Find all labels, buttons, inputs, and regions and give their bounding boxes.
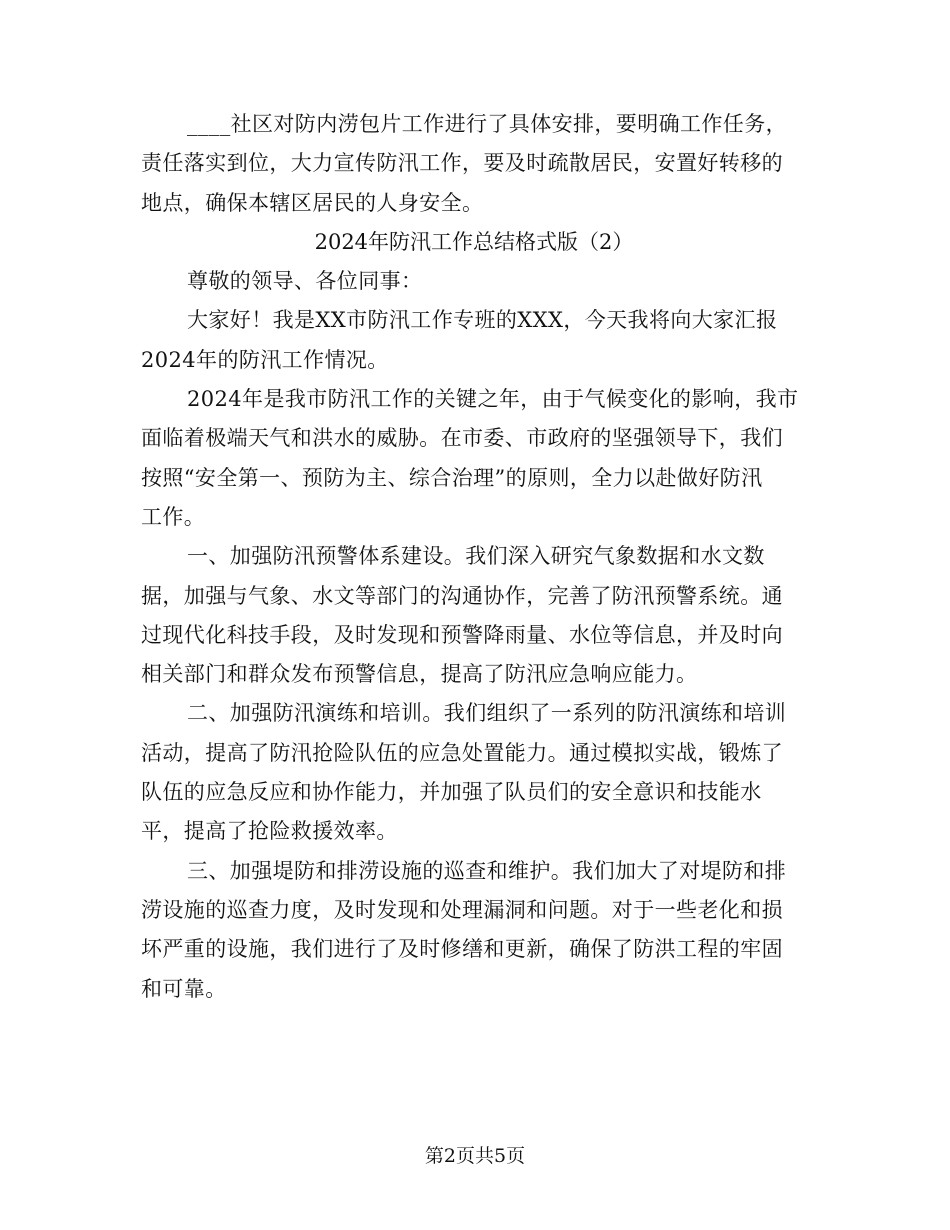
paragraph-3 (141, 537, 807, 694)
paragraph-line: 相关部门和群众发布预警信息，提高了防汛应急响应能力。 (141, 662, 698, 687)
paragraph-line: 过现代化科技手段，及时发现和预警降雨量、水位等信息，并及时向 (141, 622, 783, 647)
paragraph-2 (141, 380, 807, 537)
paragraph-line: 工作。 (141, 504, 206, 529)
paragraph-line: 地点，确保本辖区居民的人身安全。 (141, 190, 484, 215)
paragraph-line: 活动，提高了防汛抢险队伍的应急处置能力。通过模拟实战，锻炼了 (141, 740, 783, 765)
paragraph-line: 和可靠。 (141, 976, 227, 1001)
paragraph-1 (141, 301, 807, 380)
document-body (141, 105, 807, 1009)
paragraph-line: 三、加强堤防和排涝设施的巡查和维护。我们加大了对堤防和排 (187, 858, 787, 883)
paragraph-line: 2024年是我市防汛工作的关键之年，由于气候变化的影响，我市 (187, 387, 799, 412)
paragraph-5 (141, 852, 807, 1009)
page-number-footer: 第2页共5页 (424, 1145, 526, 1167)
paragraph-line: 责任落实到位，大力宣传防汛工作，要及时疏散居民，安置好转移的 (141, 151, 783, 176)
paragraph-line: 二、加强防汛演练和培训。我们组织了一系列的防汛演练和培训 (187, 701, 787, 726)
section-title: 2024年防汛工作总结格式版（2） (314, 229, 634, 254)
paragraph-line: 据，加强与气象、水文等部门的沟通协作，完善了防汛预警系统。通 (141, 583, 783, 608)
paragraph-line: 平，提高了抢险救援效率。 (141, 819, 398, 844)
paragraph-line: 2024年的防汛工作情况。 (141, 347, 389, 372)
paragraph-line: 按照“安全第一、预防为主、综合治理”的原则，全力以赴做好防汛 (141, 465, 763, 490)
paragraph-line: 坏严重的设施，我们进行了及时修缮和更新，确保了防洪工程的牢固 (141, 937, 783, 962)
paragraph-line: 队伍的应急反应和协作能力，并加强了队员们的安全意识和技能水 (141, 780, 762, 805)
paragraph-line: 一、加强防汛预警体系建设。我们深入研究气象数据和水文数 (187, 544, 765, 569)
paragraph-4 (141, 694, 807, 851)
paragraph-line: ____社区对防内涝包片工作进行了具体安排，要明确工作任务， (187, 112, 787, 136)
intro-paragraph (141, 105, 807, 223)
paragraph-line: 面临着极端天气和洪水的威胁。在市委、市政府的坚强领导下，我们 (141, 426, 783, 451)
paragraph-line: 涝设施的巡查力度，及时发现和处理漏洞和问题。对于一些老化和损 (141, 897, 783, 922)
greeting: 尊敬的领导、各位同事： (187, 269, 423, 294)
paragraph-line: 大家好！我是XX市防汛工作专班的XXX，今天我将向大家汇报 (187, 308, 778, 333)
